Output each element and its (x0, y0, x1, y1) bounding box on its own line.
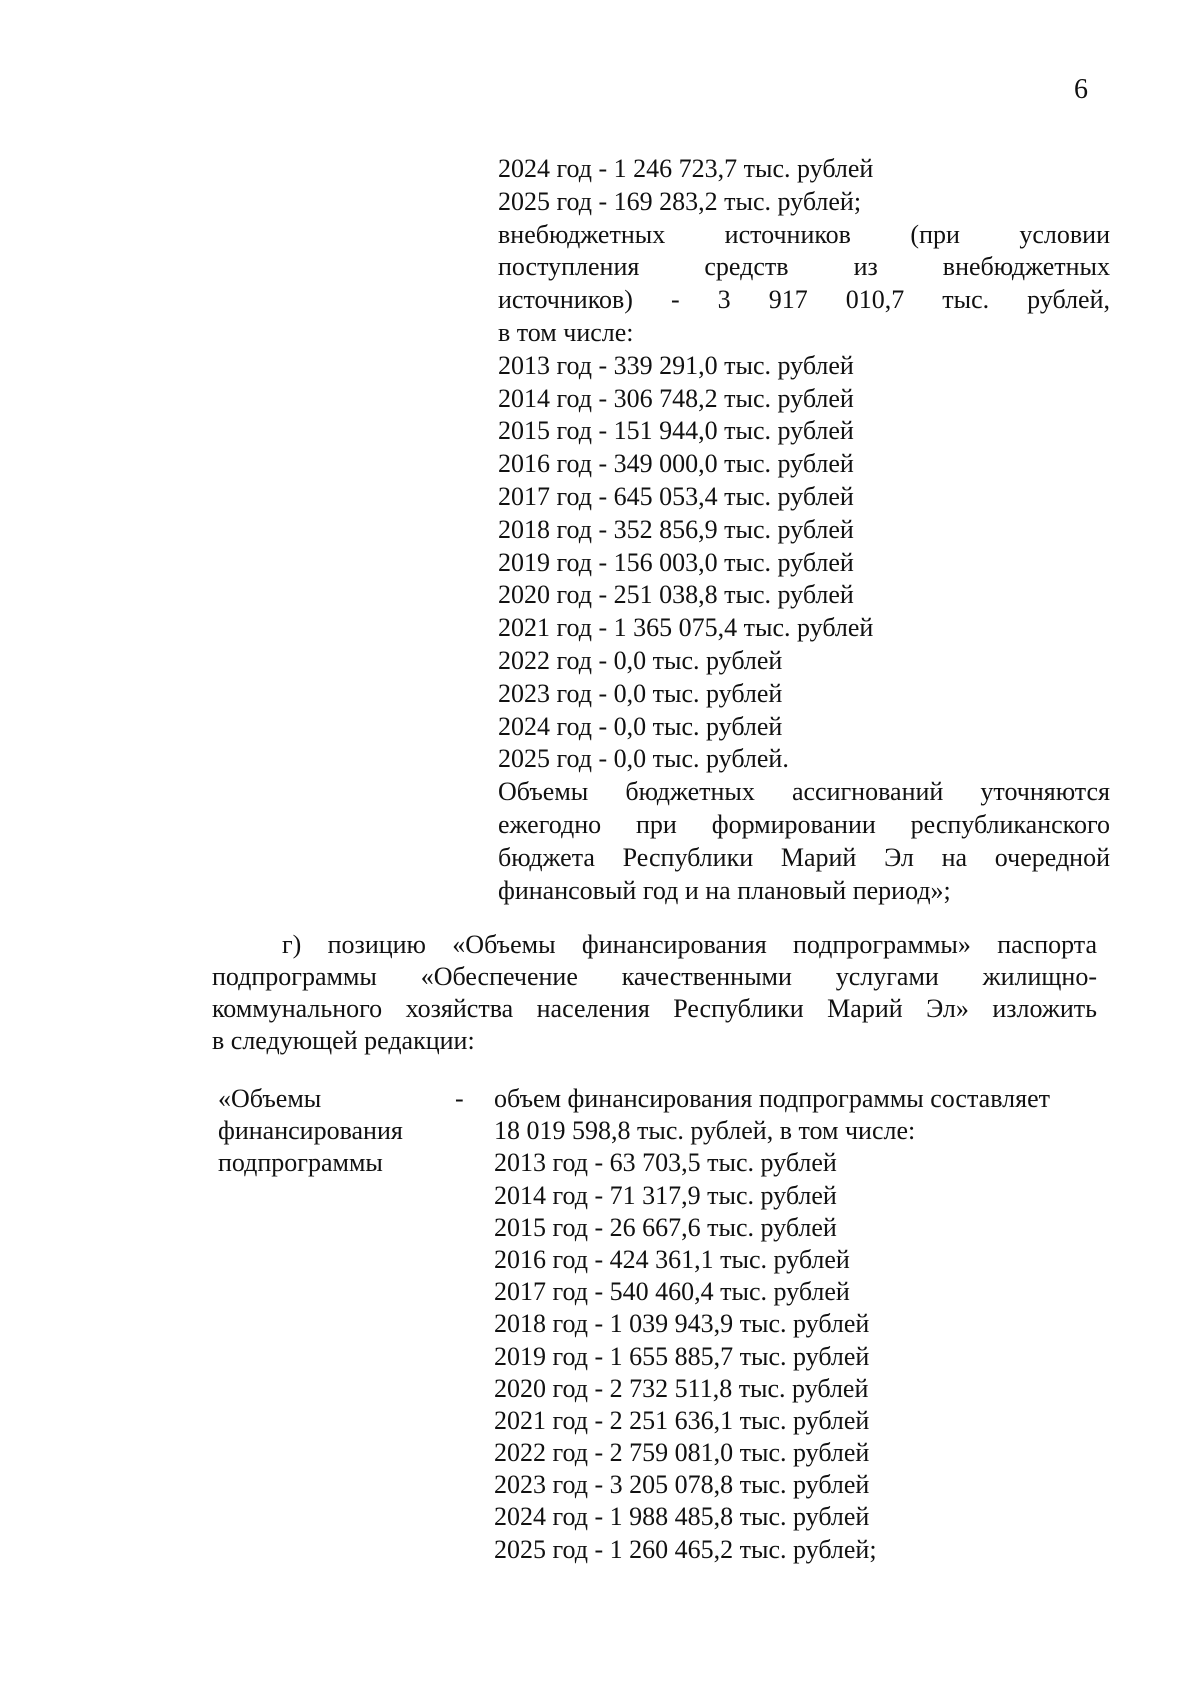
text-line: 2015 год - 26 667,6 тыс. рублей (494, 1212, 837, 1242)
text-line: 2014 год - 306 748,2 тыс. рублей (498, 383, 854, 413)
upper-financing-block (498, 153, 1110, 907)
paragraph-line: г) позицию «Объемы финансирования подпрограммы» паспорта (282, 930, 1097, 959)
text-line: 2022 год - 2 759 081,0 тыс. рублей (494, 1438, 870, 1468)
paragraph-line: коммунального хозяйства населения Республики Марий Эл» изложить (212, 994, 1097, 1023)
text-line: финансовый год и на плановый период»; (498, 875, 951, 905)
text-line: 2019 год - 156 003,0 тыс. рублей (498, 547, 854, 577)
text-line: 2020 год - 2 732 511,8 тыс. рублей (494, 1373, 869, 1403)
text-line: внебюджетных источников (при условии (498, 219, 1110, 249)
text-line: 2021 год - 2 251 636,1 тыс. рублей (494, 1405, 870, 1435)
text-line: 2019 год - 1 655 885,7 тыс. рублей (494, 1341, 870, 1371)
text-line: 2017 год - 540 460,4 тыс. рублей (494, 1277, 850, 1307)
paragraph-line: в следующей редакции: (212, 1026, 475, 1055)
label-dash: - (455, 1084, 464, 1113)
text-line: 2018 год - 352 856,9 тыс. рублей (498, 514, 854, 544)
text-line: 2018 год - 1 039 943,9 тыс. рублей (494, 1309, 870, 1339)
text-line: 2025 год - 169 283,2 тыс. рублей; (498, 186, 862, 216)
label-line: «Объемы (218, 1084, 322, 1113)
lower-financing-block (494, 1083, 1114, 1566)
text-line: 2013 год - 63 703,5 тыс. рублей (494, 1148, 837, 1178)
text-line: в том числе: (498, 317, 634, 347)
label-line: финансирования (218, 1116, 403, 1145)
text-line: поступления средств из внебюджетных (498, 252, 1110, 282)
text-line: 2015 год - 151 944,0 тыс. рублей (498, 416, 854, 446)
text-line: 2024 год - 0,0 тыс. рублей (498, 711, 783, 741)
text-line: 2017 год - 645 053,4 тыс. рублей (498, 481, 854, 511)
text-line: 2024 год - 1 246 723,7 тыс. рублей (498, 154, 874, 183)
text-line: 2023 год - 0,0 тыс. рублей (498, 678, 783, 708)
text-line: 2022 год - 0,0 тыс. рублей (498, 645, 783, 675)
text-line: 2023 год - 3 205 078,8 тыс. рублей (494, 1470, 870, 1500)
text-line: источников) - 3 917 010,7 тыс. рублей, (498, 285, 1110, 315)
paragraph-line: подпрограммы «Обеспечение качественными услугами жилищно- (212, 962, 1097, 991)
text-line: 2024 год - 1 988 485,8 тыс. рублей (494, 1502, 870, 1532)
text-line: 2013 год - 339 291,0 тыс. рублей (498, 350, 854, 380)
text-line: объем финансирования подпрограммы составляет (494, 1084, 1050, 1113)
text-line: Объемы бюджетных ассигнований уточняются (498, 777, 1110, 807)
text-line: 2025 год - 0,0 тыс. рублей. (498, 744, 789, 774)
text-line: 2014 год - 71 317,9 тыс. рублей (494, 1180, 837, 1210)
position-label (218, 1083, 403, 1179)
text-line: 2025 год - 1 260 465,2 тыс. рублей; (494, 1534, 877, 1564)
text-line: 18 019 598,8 тыс. рублей, в том числе: (494, 1116, 916, 1146)
amendment-paragraph (212, 929, 1097, 1057)
text-line: 2020 год - 251 038,8 тыс. рублей (498, 580, 854, 610)
text-line: бюджета Республики Марий Эл на очередной (498, 842, 1110, 872)
text-line: ежегодно при формировании республиканского (498, 809, 1110, 839)
label-line: подпрограммы (218, 1148, 383, 1177)
page-number: 6 (1074, 74, 1088, 105)
text-line: 2016 год - 349 000,0 тыс. рублей (498, 449, 854, 479)
text-line: 2016 год - 424 361,1 тыс. рублей (494, 1244, 850, 1274)
text-line: 2021 год - 1 365 075,4 тыс. рублей (498, 613, 874, 643)
